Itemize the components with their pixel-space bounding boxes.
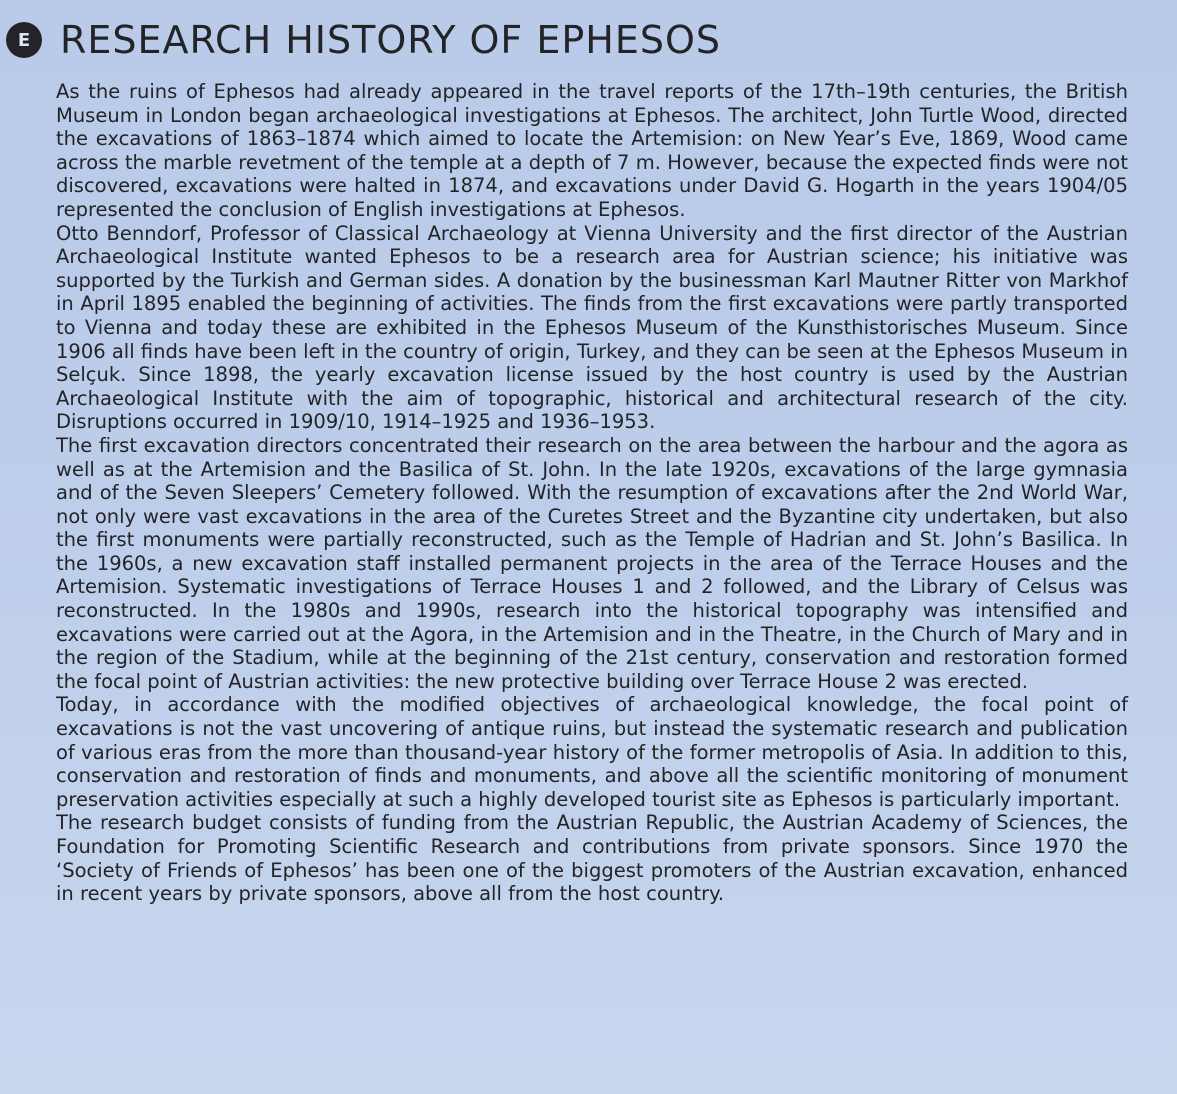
panel-header	[6, 14, 721, 66]
section-badge: E	[6, 22, 42, 58]
paragraph-modern-objectives: Today, in accordance with the modified objectives of archaeological knowledge, the focal point of excavations is not the vast uncovering of antique ruins, but instead the systematic research and publication of various eras from the more than thousand-year history of the former metropolis of Asia. In addition to this, conservation and restoration of finds and monuments, and above all the scientific monitoring of monument preservation activities especially at such a highly developed tourist site as Ephesos is particularly important.	[56, 693, 1128, 811]
panel-body	[56, 80, 1128, 906]
panel-title: RESEARCH HISTORY OF EPHESOS	[60, 18, 722, 62]
paragraph-excavation-directors: The first excavation directors concentrated their research on the area between the harbour and the agora as well as at the Artemision and the Basilica of St. John. In the late 1920s, excavations of the large gymnasia and of the Seven Sleepers’ Cemetery followed. With the resumption of excavations after the 2nd World War, not only were vast excavations in the area of the Curetes Street and the Byzantine city undertaken, but also the first monuments were partially reconstructed, such as the Temple of Hadrian and St. John’s Basilica. In the 1960s, a new excavation staff installed permanent projects in the area of the Terrace Houses and the Artemision. Systematic investigations of Terrace Houses 1 and 2 followed, and the Library of Celsus was reconstructed. In the 1980s and 1990s, research into the historical topography was intensified and excavations were carried out at the Agora, in the Artemision and in the Theatre, in the Church of Mary and in the region of the Stadium, while at the beginning of the 21st century, conservation and restoration formed the focal point of Austrian activities: the new protective building over Terrace House 2 was erected.	[56, 433, 1128, 693]
paragraph-austrian-institute: Otto Benndorf, Professor of Classical Archaeology at Vienna University and the first director of the Austrian Archaeological Institute wanted Ephesos to be a research area for Austrian science; his initiative was supported by the Turkish and German sides. A donation by the businessman Karl Mautner Ritter von Markhof in April 1895 enabled the beginning of activities. The finds from the first excavations were partly transported to Vienna and today these are exhibited in the Ephesos Museum of the Kunsthistorisches Museum. Since 1906 all finds have been left in the country of origin, Turkey, and they can be seen at the Ephesos Museum in Selçuk. Since 1898, the yearly excavation license issued by the host country is used by the Austrian Archaeological Institute with the aim of topographic, historical and architectural research of the city. Disruptions occurred in 1909/10, 1914–1925 and 1936–1953.	[56, 221, 1128, 434]
paragraph-research-budget: The research budget consists of funding from the Austrian Republic, the Austrian Academy of Sciences, the Foundation for Promoting Scientific Research and contributions from private sponsors. Since 1970 the ‘Society of Friends of Ephesos’ has been one of the biggest promoters of the Austrian excavation, enhanced in recent years by private sponsors, above all from the host country.	[56, 811, 1128, 906]
paragraph-intro-british-museum: As the ruins of Ephesos had already appeared in the travel reports of the 17th–19th centuries, the British Museum in London began archaeological investigations at Ephesos. The architect, John Turtle Wood, directed the excavations of 1863–1874 which aimed to locate the Artemision: on New Year’s Eve, 1869, Wood came across the marble revetment of the temple at a depth of 7 m. However, because the expected finds were not discovered, excavations were halted in 1874, and excavations under David G. Hogarth in the years 1904/05 represented the conclusion of English investigations at Ephesos.	[56, 80, 1128, 221]
